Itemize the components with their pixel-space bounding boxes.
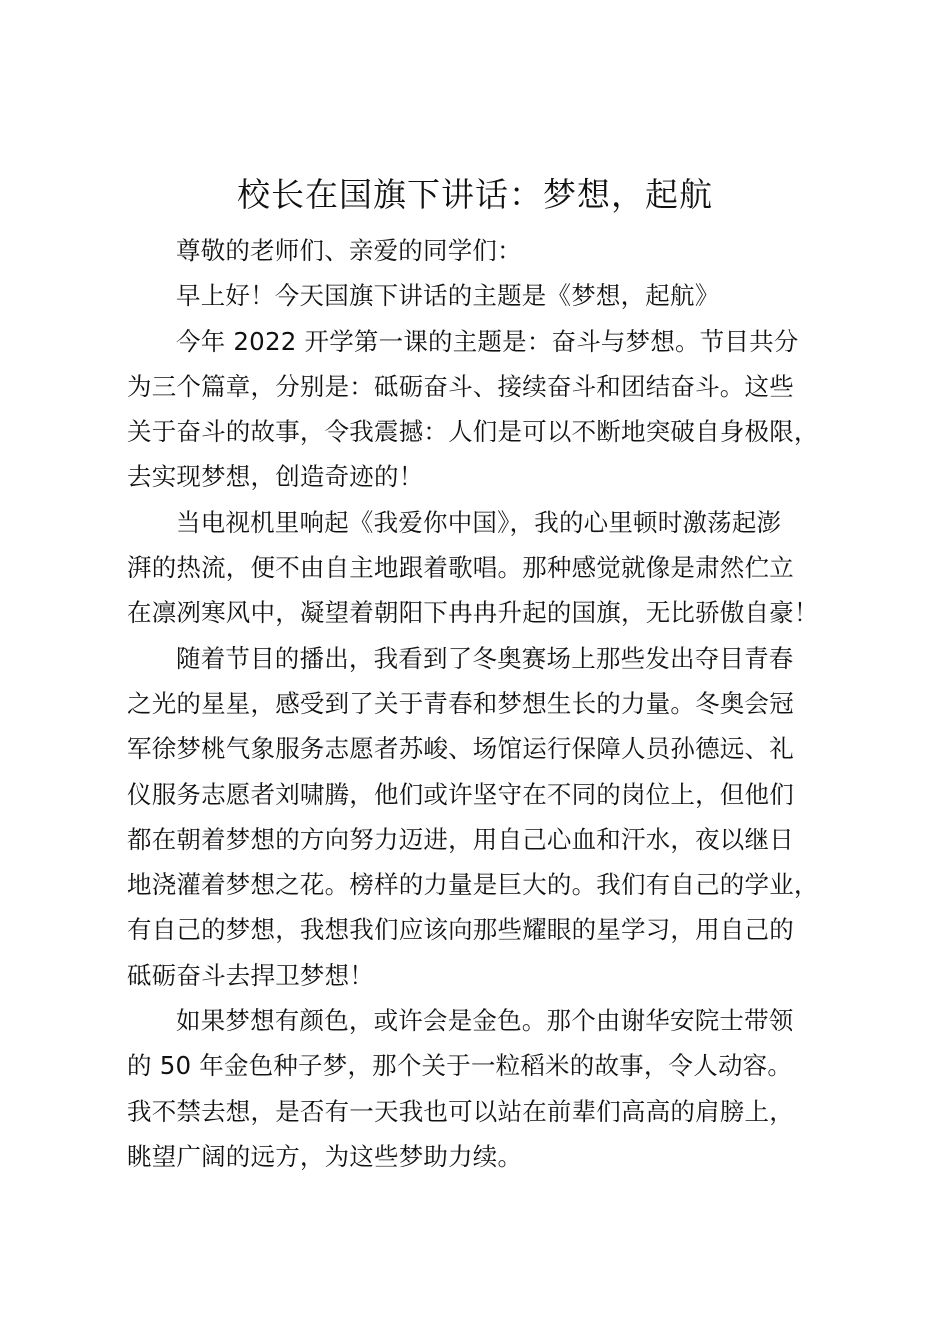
paragraph-line: 去实现梦想，创造奇迹的！	[127, 462, 424, 492]
document-body	[127, 228, 839, 1179]
paragraph-line: 随着节目的播出，我看到了冬奥赛场上那些发出夺目青春	[176, 643, 794, 673]
body-paragraph-4	[127, 998, 839, 1179]
paragraph-line: 仪服务志愿者刘啸腾，他们或许坚守在不同的岗位上，但他们	[127, 779, 794, 809]
paragraph-line: 今年 2022 开学第一课的主题是：奋斗与梦想。节目共分	[176, 326, 799, 356]
paragraph-line: 关于奋斗的故事，令我震撼：人们是可以不断地突破自身极限，	[127, 417, 819, 447]
paragraph-line: 我不禁去想，是否有一天我也可以站在前辈们高高的肩膀上，	[127, 1096, 794, 1126]
body-paragraph-2	[127, 500, 839, 636]
greeting-paragraph	[127, 273, 839, 318]
paragraph-line: 军徐梦桃气象服务志愿者苏峻、场馆运行保障人员孙德远、礼	[127, 734, 794, 764]
paragraph-line: 早上好！今天国旗下讲话的主题是《梦想，起航》	[176, 281, 720, 311]
paragraph-line: 的 50 年金色种子梦，那个关于一粒稻米的故事，令人动容。	[127, 1051, 793, 1081]
paragraph-line: 砥砺奋斗去捍卫梦想！	[127, 960, 374, 990]
paragraph-line: 当电视机里响起《我爱你中国》，我的心里顿时激荡起澎	[176, 507, 782, 537]
paragraph-line: 眺望广阔的远方，为这些梦助力续。	[127, 1141, 523, 1171]
paragraph-line: 湃的热流，便不由自主地跟着歌唱。那种感觉就像是肃然伫立	[127, 553, 794, 583]
salutation-paragraph	[127, 228, 839, 273]
paragraph-line: 都在朝着梦想的方向努力迈进，用自己心血和汗水，夜以继日	[127, 824, 794, 854]
paragraph-line: 之光的星星，感受到了关于青春和梦想生长的力量。冬奥会冠	[127, 688, 794, 718]
paragraph-line: 为三个篇章，分别是：砥砺奋斗、接续奋斗和团结奋斗。这些	[127, 371, 794, 401]
paragraph-line: 尊敬的老师们、亲爱的同学们：	[176, 236, 522, 265]
document-title: 校长在国旗下讲话：梦想，起航	[237, 175, 713, 214]
paragraph-line: 地浇灌着梦想之花。榜样的力量是巨大的。我们有自己的学业，	[127, 870, 819, 900]
body-paragraph-1	[127, 319, 839, 500]
paragraph-line: 有自己的梦想，我想我们应该向那些耀眼的星学习，用自己的	[127, 915, 794, 945]
paragraph-line: 在凛冽寒风中，凝望着朝阳下冉冉升起的国旗，无比骄傲自豪！	[127, 598, 819, 628]
paragraph-line: 如果梦想有颜色，或许会是金色。那个由谢华安院士带领	[176, 1006, 794, 1036]
body-paragraph-3	[127, 636, 839, 998]
